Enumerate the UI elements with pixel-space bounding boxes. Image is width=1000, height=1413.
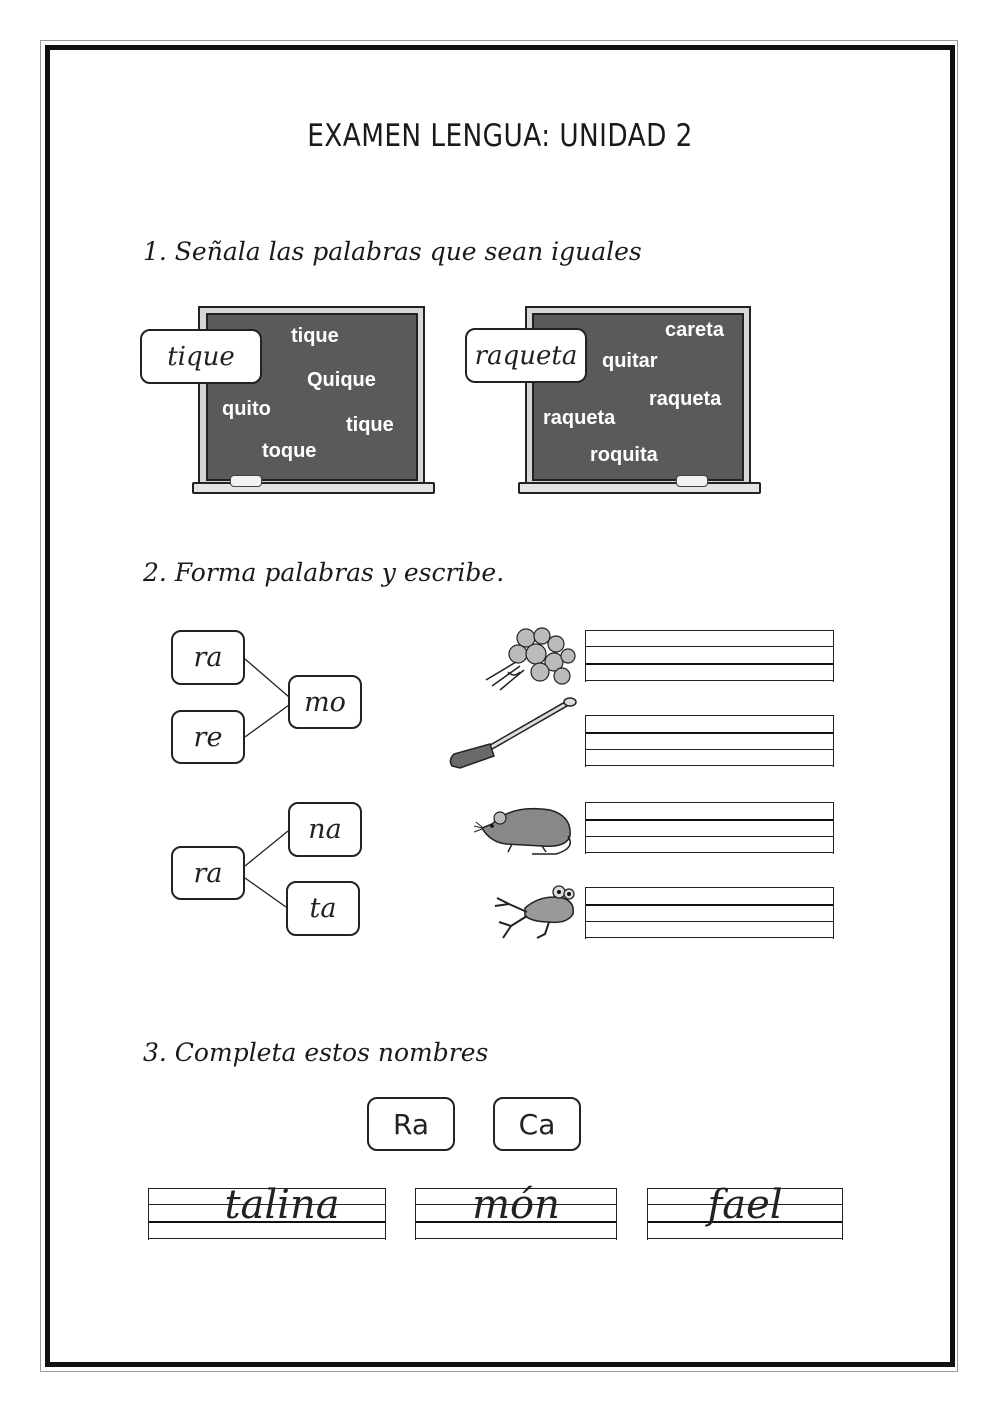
exercise-2-instruction: 2. Forma palabras y escribe. [143, 558, 505, 587]
syllable-card: ta [286, 881, 360, 936]
board-word[interactable]: toque [262, 440, 317, 462]
oar-icon [446, 696, 578, 772]
mouse-icon [472, 802, 576, 856]
flowers-bouquet-icon [478, 624, 578, 694]
syllable-card: mo [288, 675, 362, 729]
frog-icon [489, 882, 577, 942]
name-completion-line[interactable] [148, 1182, 386, 1240]
board-word[interactable]: quito [222, 398, 271, 420]
syllable-card: na [288, 802, 362, 857]
syllable-option-card[interactable]: Ca [493, 1097, 581, 1151]
syllable-card: ra [171, 846, 245, 900]
target-word-card: tique [140, 329, 262, 384]
writing-lines[interactable] [585, 630, 834, 682]
page-title: EXAMEN LENGUA: UNIDAD 2 [307, 118, 693, 154]
board-word[interactable]: tique [346, 414, 394, 436]
target-word-card: raqueta [465, 328, 587, 383]
syllable-option-card[interactable]: Ra [367, 1097, 455, 1151]
board-word[interactable]: roquita [590, 444, 658, 466]
name-completion-line[interactable] [647, 1182, 843, 1240]
board-word[interactable]: quitar [602, 350, 658, 372]
exercise-1-instruction: 1. Señala las palabras que sean iguales [143, 237, 642, 266]
board-word[interactable]: Quique [307, 369, 376, 391]
name-ending: món [472, 1182, 560, 1228]
name-ending: talina [224, 1182, 340, 1228]
board-word[interactable]: tique [291, 325, 339, 347]
board-word[interactable]: raqueta [543, 407, 616, 429]
board-word[interactable]: careta [665, 319, 724, 341]
writing-lines[interactable] [585, 802, 834, 854]
writing-lines[interactable] [585, 887, 834, 939]
name-ending: fael [707, 1182, 783, 1228]
syllable-card: ra [171, 630, 245, 685]
syllable-card: re [171, 710, 245, 764]
board-word[interactable]: raqueta [649, 388, 722, 410]
exercise-3-instruction: 3. Completa estos nombres [143, 1038, 489, 1067]
name-completion-line[interactable] [415, 1182, 617, 1240]
writing-lines[interactable] [585, 715, 834, 767]
